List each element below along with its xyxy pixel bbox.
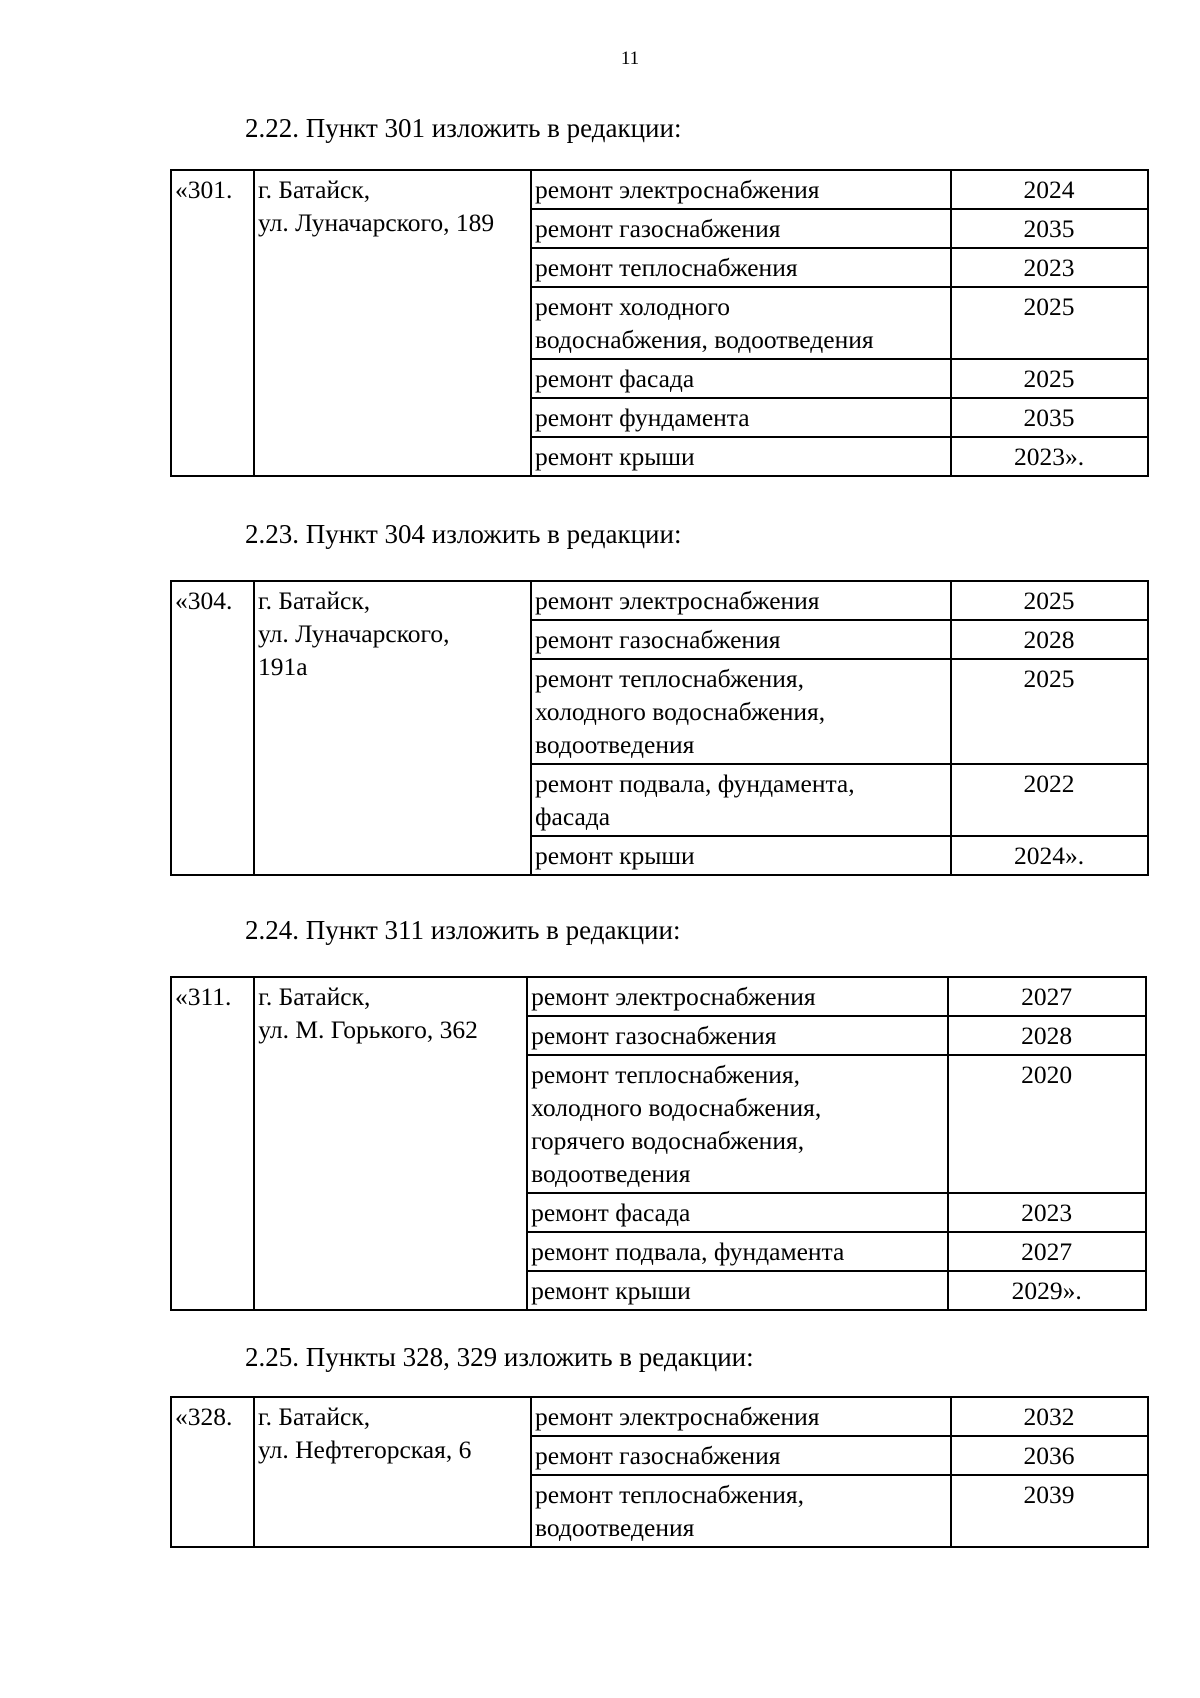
item-number: «311. [171,977,254,1310]
work-type: ремонт электроснабжения [527,977,948,1016]
work-type: ремонт теплоснабжения, холодного водоснабжения, водоотведения [531,659,951,764]
work-type: ремонт холодного водоснабжения, водоотведения [531,287,951,359]
work-type: ремонт подвала, фундамента [527,1232,948,1271]
work-year: 2025 [951,581,1148,620]
work-type: ремонт подвала, фундамента, фасада [531,764,951,836]
page-number: 11 [620,48,640,69]
table-row [171,1397,1148,1436]
work-type: ремонт газоснабжения [531,209,951,248]
work-type: ремонт газоснабжения [531,1436,951,1475]
item-address: г. Батайск, ул. М. Горького, 362 [254,977,527,1310]
work-year: 2025 [951,659,1148,764]
work-type: ремонт крыши [531,836,951,875]
work-year: 2023 [951,248,1148,287]
work-type: ремонт теплоснабжения, водоотведения [531,1475,951,1547]
item-number: «301. [171,170,254,476]
work-year: 2028 [951,620,1148,659]
table-row [171,581,1148,620]
work-type: ремонт газоснабжения [527,1016,948,1055]
work-year: 2035 [951,209,1148,248]
work-year: 2035 [951,398,1148,437]
work-year: 2029». [948,1271,1146,1310]
work-year: 2024». [951,836,1148,875]
work-year: 2020 [948,1055,1146,1193]
work-year: 2022 [951,764,1148,836]
item-address: г. Батайск, ул. Луначарского, 191а [254,581,531,875]
work-year: 2028 [948,1016,1146,1055]
work-type: ремонт фундамента [531,398,951,437]
work-type: ремонт теплоснабжения, холодного водоснабжения, горячего водоснабжения, водоотведения [527,1055,948,1193]
item-number: «328. [171,1397,254,1547]
work-type: ремонт электроснабжения [531,581,951,620]
work-type: ремонт крыши [531,437,951,476]
work-type: ремонт теплоснабжения [531,248,951,287]
section-heading: 2.22. Пункт 301 изложить в редакции: [245,113,682,143]
item-table [170,1396,1149,1548]
section-heading: 2.24. Пункт 311 изложить в редакции: [245,915,681,945]
work-year: 2027 [948,1232,1146,1271]
work-year: 2025 [951,359,1148,398]
item-table [170,580,1149,876]
work-year: 2024 [951,170,1148,209]
table-row [171,170,1148,209]
work-year: 2032 [951,1397,1148,1436]
work-type: ремонт газоснабжения [531,620,951,659]
item-address: г. Батайск, ул. Нефтегорская, 6 [254,1397,531,1547]
work-type: ремонт электроснабжения [531,1397,951,1436]
work-year: 2023 [948,1193,1146,1232]
work-year: 2027 [948,977,1146,1016]
work-type: ремонт фасада [527,1193,948,1232]
item-number: «304. [171,581,254,875]
work-year: 2023». [951,437,1148,476]
work-type: ремонт фасада [531,359,951,398]
work-year: 2025 [951,287,1148,359]
table-row [171,977,1146,1016]
work-year: 2036 [951,1436,1148,1475]
section-heading: 2.25. Пункты 328, 329 изложить в редакции: [245,1342,754,1372]
work-type: ремонт электроснабжения [531,170,951,209]
item-table [170,169,1149,477]
item-table [170,976,1147,1311]
work-type: ремонт крыши [527,1271,948,1310]
work-year: 2039 [951,1475,1148,1547]
section-heading: 2.23. Пункт 304 изложить в редакции: [245,519,682,549]
item-address: г. Батайск, ул. Луначарского, 189 [254,170,531,476]
